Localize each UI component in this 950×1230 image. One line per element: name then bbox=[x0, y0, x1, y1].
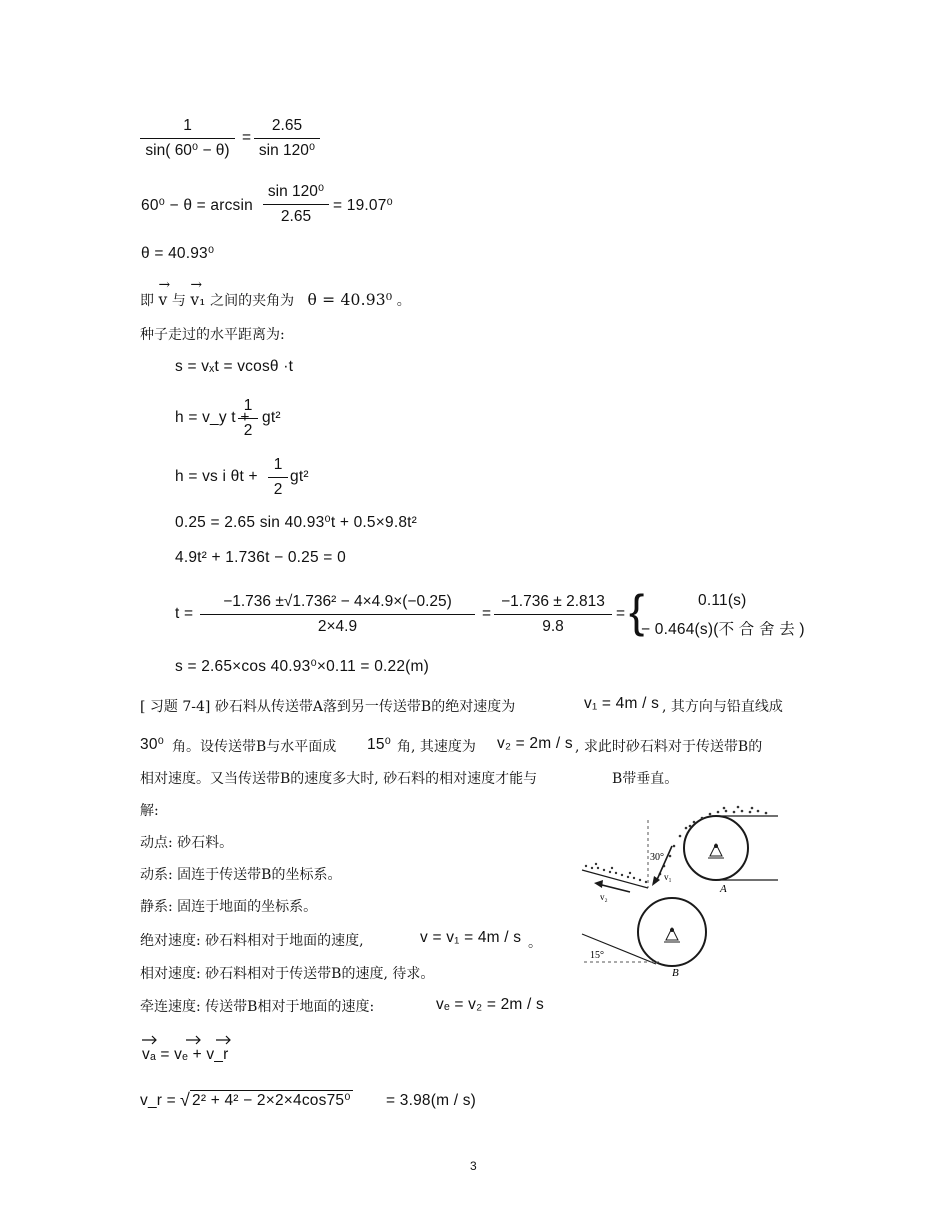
convected-velocity-text: 牵连速度: 传送带B相对于地面的速度: bbox=[140, 999, 375, 1015]
figure-angle-a: 30° bbox=[650, 852, 664, 863]
vr-rhs: = 3.98(m / s) bbox=[386, 1092, 477, 1109]
eq2-rhs: = 19.07⁰ bbox=[333, 197, 393, 214]
problem-line2a: 30⁰ bbox=[140, 736, 165, 753]
figure-v1: v₁ bbox=[664, 872, 672, 882]
problem-line2b: 角。设传送带B与水平面成 bbox=[172, 739, 337, 755]
eq-h2-rhs: gt² bbox=[290, 468, 309, 485]
problem-line2e: v₂ = 2m / s bbox=[497, 735, 573, 752]
vector-v: → v bbox=[158, 291, 167, 309]
angle-line-p1: 即 bbox=[140, 293, 154, 309]
problem-line3a: 相对速度。又当传送带B的速度多大时, 砂石料的相对速度才能与 bbox=[140, 771, 538, 787]
eq-t-fraction1 bbox=[200, 592, 475, 637]
fixed-frame: 静系: 固连于地面的坐标系。 bbox=[140, 899, 318, 915]
eq2-fraction bbox=[263, 182, 329, 227]
eq-h2-den: 2 bbox=[273, 481, 283, 498]
eq-t-equals1: = bbox=[482, 605, 492, 622]
eq-t-root1: 0.11(s) bbox=[698, 592, 747, 609]
solution-label: 解: bbox=[140, 803, 159, 819]
angle-line bbox=[140, 290, 411, 310]
vector-equation: vₐ = vₑ + v_r bbox=[142, 1046, 229, 1063]
problem-line1c: , 其方向与铅直线成 bbox=[662, 699, 783, 715]
eq-t-num1: −1.736 ±√1.736² − 4×4.9×(−0.25) bbox=[223, 593, 452, 610]
eq1-rhs-num: 2.65 bbox=[271, 117, 303, 134]
eq2-den: 2.65 bbox=[280, 208, 312, 225]
eq1-rhs-den: sin 120⁰ bbox=[258, 142, 316, 159]
figure-label-a: A bbox=[720, 883, 727, 895]
eq-t-root2: − 0.464(s)(不 合 舍 去 ) bbox=[641, 621, 805, 638]
vr-radicand: 2² + 4² − 2×2×4cos75⁰ bbox=[192, 1092, 351, 1109]
eq-h1-lhs: h = v_y t + bbox=[175, 409, 250, 426]
eq-t-lhs: t = bbox=[175, 605, 194, 622]
eq-quadratic: 4.9t² + 1.736t − 0.25 = 0 bbox=[175, 549, 346, 566]
conveyor-figure bbox=[576, 800, 786, 980]
eq-t-equals2: = bbox=[616, 605, 626, 622]
absolute-velocity-text: 绝对速度: 砂石料相对于地面的速度, bbox=[140, 933, 364, 949]
eq-s-value: s = 2.65×cos 40.93⁰×0.11 = 0.22(m) bbox=[175, 658, 429, 675]
vector-arrows bbox=[140, 1030, 240, 1046]
eq-t-den2: 9.8 bbox=[542, 618, 564, 635]
eq1-lhs-fraction bbox=[140, 116, 235, 161]
angle-line-p2: 与 bbox=[171, 293, 186, 309]
problem-line1a: [ 习题 7-4] 砂石料从传送带A落到另一传送带B的绝对速度为 bbox=[140, 699, 516, 715]
vector-v1: → v₁ bbox=[190, 291, 205, 309]
eq-h2-num: 1 bbox=[273, 456, 283, 473]
cases-brace: { bbox=[629, 585, 645, 637]
eq-t-num2: −1.736 ± 2.813 bbox=[501, 593, 605, 610]
figure-label-b: B bbox=[672, 967, 679, 979]
absolute-velocity-eq: v = v₁ = 4m / s bbox=[420, 929, 522, 946]
angle-line-end: 。 bbox=[396, 293, 411, 309]
eq1-rhs-fraction bbox=[254, 116, 320, 161]
eq-h1-num: 1 bbox=[243, 397, 253, 414]
distance-intro: 种子走过的水平距离为: bbox=[140, 327, 285, 343]
eq-t-fraction2 bbox=[494, 592, 612, 637]
angle-line-value: θ = 40.93⁰ bbox=[307, 291, 393, 309]
figure-v2: v₂ bbox=[600, 892, 608, 902]
eq2-num: sin 120⁰ bbox=[267, 183, 325, 200]
problem-line1b: v₁ = 4m / s bbox=[584, 695, 660, 712]
problem-line2d: 角, 其速度为 bbox=[397, 739, 476, 755]
moving-frame: 动系: 固连于传送带B的坐标系。 bbox=[140, 867, 342, 883]
eq2-lhs: 60⁰ − θ = arcsin bbox=[141, 197, 253, 214]
eq-h1-rhs: gt² bbox=[262, 409, 281, 426]
problem-line2c: 15⁰ bbox=[367, 736, 392, 753]
relative-velocity-text: 相对速度: 砂石料相对于传送带B的速度, 待求。 bbox=[140, 966, 435, 982]
absolute-velocity-end: 。 bbox=[528, 935, 542, 951]
eq-numeric: 0.25 = 2.65 sin 40.93⁰t + 0.5×9.8t² bbox=[175, 514, 418, 531]
convected-velocity-eq: vₑ = v₂ = 2m / s bbox=[436, 996, 545, 1013]
eq1-equals: = bbox=[242, 129, 252, 146]
eq3: θ = 40.93⁰ bbox=[141, 245, 215, 262]
eq1-lhs-num: 1 bbox=[183, 117, 192, 134]
figure-angle-b: 15° bbox=[590, 950, 604, 961]
vr-sqrt-sign: √ bbox=[180, 1090, 191, 1110]
vr-lhs: v_r = bbox=[140, 1092, 176, 1109]
angle-line-p3: 之间的夹角为 bbox=[210, 293, 295, 309]
problem-line2f: , 求此时砂石料对于传送带B的 bbox=[575, 739, 763, 755]
eq-h1-den: 2 bbox=[243, 422, 253, 439]
eq-t-den1: 2×4.9 bbox=[317, 618, 358, 635]
eq-s: s = vₓt = vcosθ ·t bbox=[175, 358, 294, 375]
eq1-lhs-den: sin( 60⁰ − θ) bbox=[145, 142, 230, 159]
eq-h1-fraction bbox=[238, 396, 258, 441]
moving-point: 动点: 砂石料。 bbox=[140, 835, 234, 851]
page-number: 3 bbox=[470, 1159, 477, 1173]
problem-line3b: B带垂直。 bbox=[612, 771, 679, 787]
eq-h2-fraction bbox=[268, 455, 288, 500]
eq-h2-lhs: h = vs i θt + bbox=[175, 468, 258, 485]
